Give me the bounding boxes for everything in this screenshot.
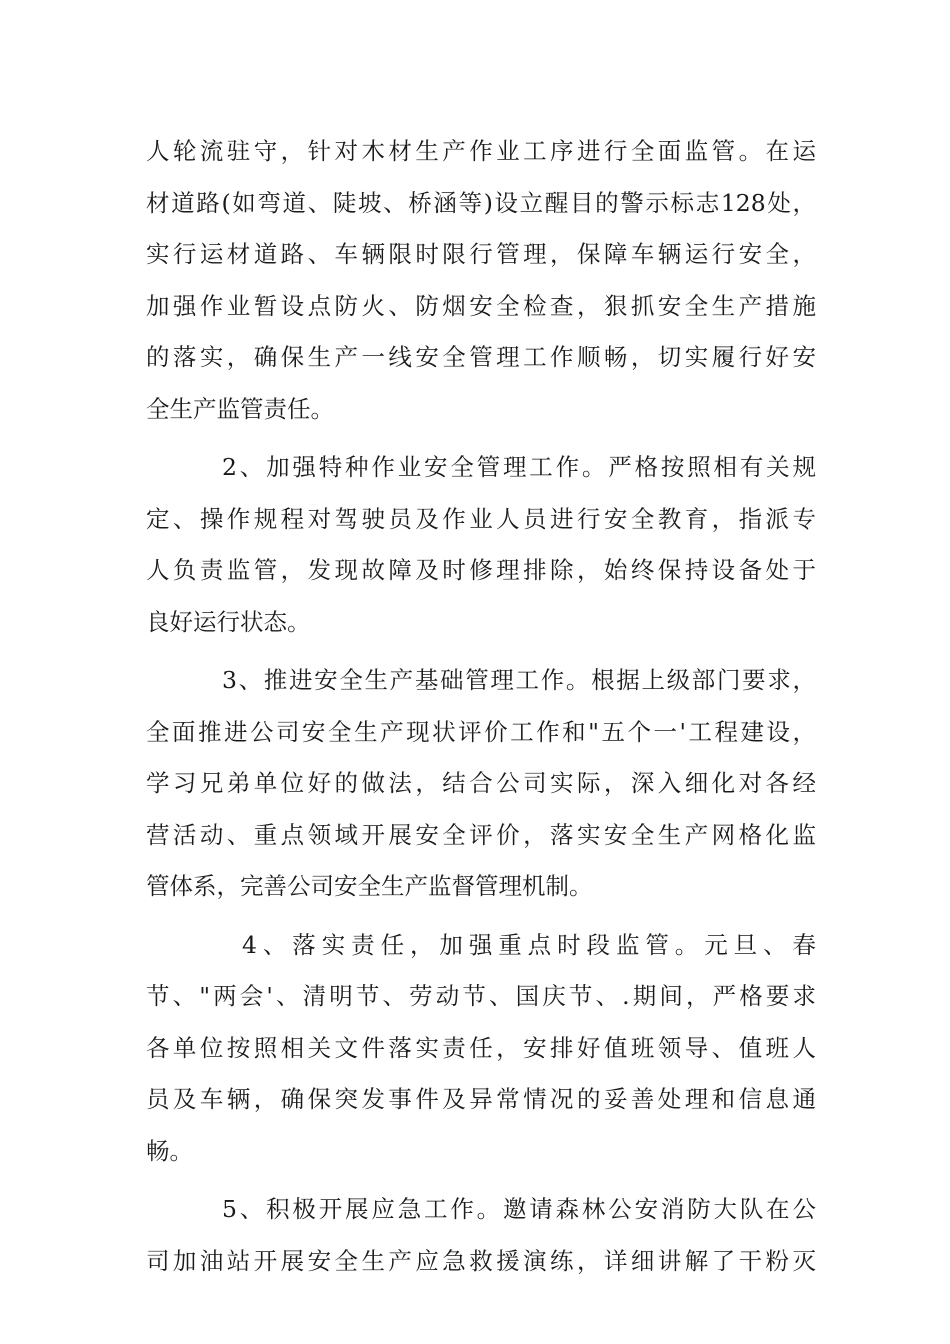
text-line: 的落实，确保生产一线安全管理工作顺畅，切实履行好安 [146,343,816,371]
paragraph-3-first-line: 3、推进安全生产基础管理工作。根据上级部门要求， [222,666,816,694]
document-body [146,126,816,1287]
text-line: 人轮流驻守，针对木材生产作业工序进行全面监管。在运 [146,137,816,165]
text-line: 各单位按照相关文件落实责任，安排好值班领导、值班人 [146,1033,816,1062]
text-line: 加强作业暂设点防火、防烟安全检查，狠抓安全生产措施 [146,291,816,320]
text-line: 员及车辆，确保突发事件及异常情况的妥善处理和信息通 [146,1085,816,1113]
paragraph-5-first-line: 5、积极开展应急工作。邀请森林公安消防大队在公 [222,1195,816,1223]
text-line: 畅。 [146,1136,193,1165]
paragraph-2-first-line: 2、加强特种作业安全管理工作。严格按照相有关规 [222,453,816,481]
text-line: 营活动、重点领域开展安全评价，落实安全生产网格化监 [146,820,816,849]
text-line: 材道路(如弯道、陡坡、桥涵等)设立醒目的警示标志128处， [146,188,816,217]
text-line: 实行运材道路、车辆限时限行管理，保障车辆运行安全， [146,240,816,268]
text-line: 全生产监管责任。 [146,394,334,423]
text-line: 学习兄弟单位好的做法，结合公司实际，深入细化对各经 [146,769,816,797]
text-line: 管体系，完善公司安全生产监督管理机制。 [146,872,593,900]
paragraph-4-first-line: 4、落实责任，加强重点时段监管。元旦、春 [242,930,816,959]
text-line: 人负责监管，发现故障及时修理排除，始终保持设备处于 [146,556,816,584]
text-line: 良好运行状态。 [146,607,311,636]
text-line: 全面推进公司安全生产现状评价工作和"五个一'工程建设， [146,717,816,746]
text-line: 定、操作规程对驾驶员及作业人员进行安全教育，指派专 [146,504,816,533]
text-line: 司加油站开展安全生产应急救援演练，详细讲解了干粉灭 [146,1246,816,1275]
text-line: 节、"两会'、清明节、劳动节、国庆节、.期间，严格要求 [146,982,816,1010]
